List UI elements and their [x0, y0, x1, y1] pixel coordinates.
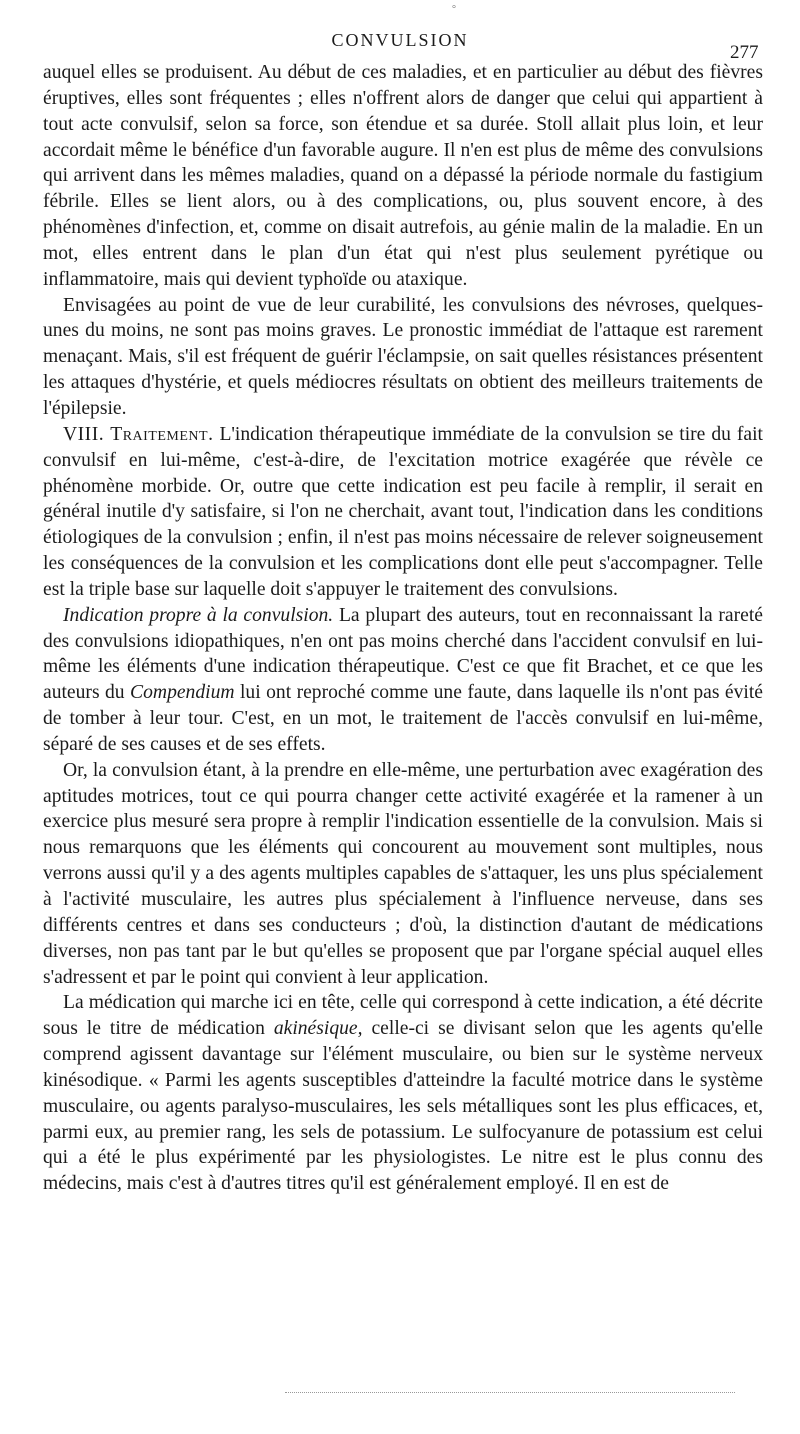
- section-heading: VIII. Traitement.: [63, 423, 214, 445]
- paragraph-2: Envisagées au point de vue de leur curabilité, les convulsions des névroses, quelques-unes du moins, ne sont pas moins graves. Le pronostic immédiat de l'attaque est rarement menaçant. Mais, s'il est fréquent de guérir l'éclampsie, on sait quelles résistances présentent les attaques d'hystérie, et quels médiocres résultats on obtient des meilleurs traitements de l'épilepsie.: [43, 294, 763, 419]
- paragraph-6-text-b: celle-ci se divisant selon que les agents qu'elle comprend agissent davantage sur l'élément musculaire, ou bien sur le système nerveux kinésodique. « Parmi les agents susceptibles d'atteindre la faculté motrice dans le système musculaire, ou agents paralyso-musculaires, les sels métalliques sont les plus efficaces, et, parmi eux, au premier rang, les sels de potassium. Le sulfocyanure de potassium est celui qui a été le plus expérimenté par les physiologistes. Le nitre est le plus connu des médecins, mais c'est à d'autres titres qu'il est généralement employé. Il en est de: [43, 1018, 763, 1195]
- footer-rule: [285, 1392, 735, 1393]
- page-number: 277: [730, 42, 759, 63]
- paragraph-3: [43, 422, 763, 603]
- paragraph-4-text-a: La plupart des auteurs, tout en reconnaissant la rareté des convulsions idiopathiques, n'en ont pas moins cherché dans l'accident convulsif en lui-même les éléments d'une indication thérapeutique. C'est ce que fit Brachet, et ce que les auteurs du: [43, 604, 763, 704]
- paragraph-4-text-b: lui ont reproché comme une faute, dans laquelle ils n'ont pas évité de tomber à leur tour. C'est, en un mot, le traitement de l'accès convulsif en lui-même, séparé de ses causes et de ses effets.: [43, 682, 763, 755]
- paragraph-6-text-a: La médication qui marche ici en tête, celle qui correspond à cette indication, a été décrite sous le titre de médication: [43, 992, 763, 1040]
- paragraph-4-italic: Compendium: [130, 682, 235, 704]
- paragraph-5: Or, la convulsion étant, à la prendre en elle-même, une perturbation avec exagération des aptitudes motrices, tout ce qui pourra changer cette activité exagérée et la ramener à un exercice plus mesuré sera propre à remplir l'indication essentielle de la convulsion. Mais si nous remarquons que les éléments qui concourent au mouvement sont multiples, nous verrons aussi qu'il y a des agents multiples capables de s'attaquer, les uns plus spécialement à l'activité musculaire, les autres plus spécialement à l'influence nerveuse, dans ses différents centres et dans ses conducteurs ; d'où, la distinction d'autant de médications diverses, non pas tant par le but qu'elles se proposent que par l'organe spécial auquel elles s'adressent et par le point qui convient à leur application.: [43, 759, 763, 988]
- paragraph-6: [43, 990, 763, 1197]
- paragraph-3-text: L'indication thérapeutique immédiate de la convulsion se tire du fait convulsif en lui-même, c'est-à-dire, de l'excitation motrice exagérée que révèle ce phénomène morbide. Or, outre que cette indication est peu facile à remplir, il serait en général inutile d'y satisfaire, si l'on ne cherchait, avant tout, l'indication dans les conditions étiologiques de la convulsion ; enfin, il n'est pas moins nécessaire de relever soigneusement les conséquences de la convulsion et les complications dont elle peut s'accompagner. Telle est la triple base sur laquelle doit s'appuyer le traitement des convulsions.: [43, 423, 763, 600]
- paragraph-4: [43, 603, 763, 758]
- running-head: CONVULSION: [331, 30, 469, 50]
- subsection-heading: Indication propre à la convulsion.: [63, 604, 334, 626]
- body-text: [43, 60, 763, 1197]
- paragraph-6-italic: akinésique,: [273, 1018, 363, 1040]
- top-mark: °: [452, 4, 456, 15]
- paragraph-1: auquel elles se produisent. Au début de ces maladies, et en particulier au début des fièvres éruptives, elles sont fréquentes ; elles n'offrent alors de danger que celui qui appartient à tout acte convulsif, selon sa force, son étendue et sa durée. Stoll allait plus loin, et leur accordait même le bénéfice d'un favorable augure. Il n'en est plus de même des convulsions qui arrivent dans les mêmes maladies, quand on a dépassé la période normale du fastigium fébrile. Elles se lient alors, ou à des complications, ou, plus souvent encore, à des phénomènes d'infection, et, comme on disait autrefois, au génie malin de la maladie. En un mot, elles entrent dans le plan d'un état qui n'est plus seulement pyrétique ou inflammatoire, mais qui devient typhoïde ou ataxique.: [43, 62, 763, 290]
